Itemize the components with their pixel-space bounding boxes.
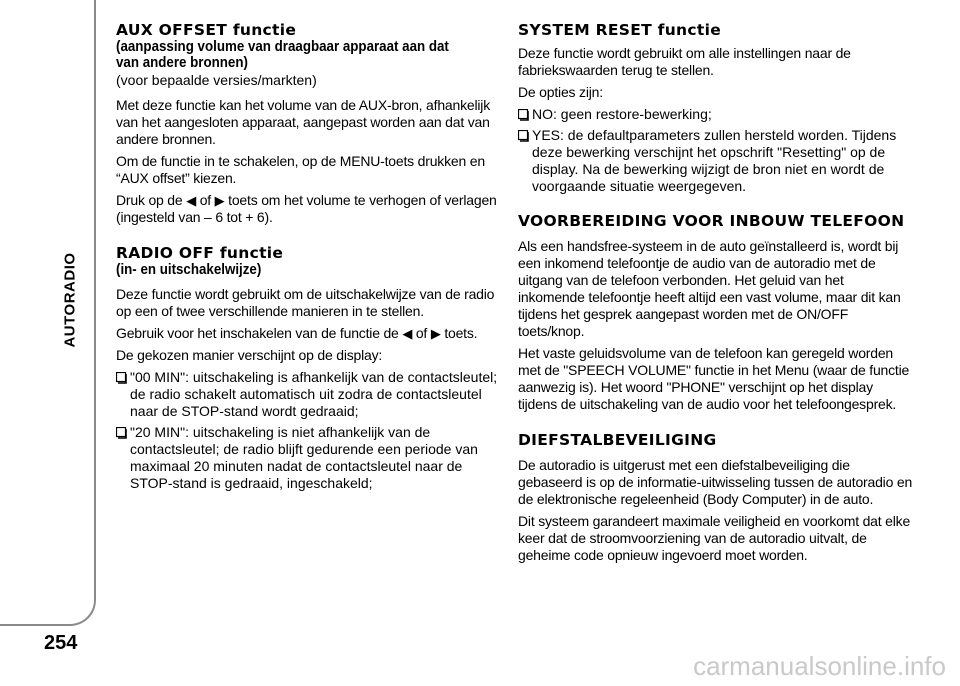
aux-offset-paragraph: Om de functie in te schakelen, op de MENU-toets drukken en “AUX offset” kiezen. [116, 153, 485, 186]
aux-offset-subtitle: (aanpassing volume van draagbaar apparaat aan dat van andere bronnen) [116, 39, 449, 71]
left-arrow-icon: ◀ [186, 193, 196, 208]
theft-protection-paragraph: Dit systeem garandeert maximale veiligheid en voorkomt dat elke keer dat de stroomvoorziening van de autoradio uitvalt, de geheime code opnieuw ingevoerd moet worden. [518, 513, 911, 563]
text-fragment: Gebruik voor het inschakelen van de functie de [116, 325, 403, 341]
list-item [116, 424, 504, 492]
right-arrow-icon: ▶ [430, 326, 441, 341]
system-reset-paragraph: Deze functie wordt gebruikt om alle instellingen naar de fabriekswaarden terug te stellen. [518, 45, 851, 78]
text-fragment: of [196, 192, 215, 208]
list-item-text: NO: geen restore-bewerking; [532, 106, 712, 122]
theft-protection-heading: DIEFSTALBEVEILIGING [518, 431, 717, 449]
checkbox-icon [116, 427, 128, 439]
left-column [116, 22, 504, 496]
system-reset-heading: SYSTEM RESET functie [518, 21, 722, 39]
right-column [518, 22, 914, 569]
sidebar [0, 0, 100, 686]
list-item-text: YES: de defaultparameters zullen hersteld worden. Tijdens deze bewerking verschijnt het opschrift "Resetting" op de display. Na de bewerking wijzigt de bron niet en wordt de voorgaande situatie weergegeven. [532, 127, 897, 194]
list-item-text: "00 MIN": uitschakeling is afhankelijk van de contactsleutel; de radio schakelt automatisch uit zodra de contactsleutel naar de STOP-stand wordt gedraaid; [130, 369, 498, 419]
phone-heading: VOORBEREIDING VOOR INBOUW TELEFOON [518, 212, 905, 230]
radio-off-subtitle: (in- en uitschakelwijze) [116, 262, 262, 278]
sidebar-rail [0, 0, 96, 626]
text-fragment: Druk op de [116, 192, 187, 208]
text-fragment: of [412, 325, 431, 341]
phone-paragraph: Als een handsfree-systeem in de auto geïnstalleerd is, wordt bij een inkomend telefoontje de audio van de autoradio met de uitgang van de telefoon verbonden. Het geluid van het inkomende telefoontje heeft altijd een vast volume, maar dit kan tijdens het gesprek aangepast worden met de ON/OFF toets/knop. [518, 238, 901, 339]
system-reset-paragraph: De opties zijn: [518, 84, 603, 100]
list-item [116, 369, 504, 420]
watermark: carmanualsonline.info [693, 651, 946, 681]
checkbox-icon [116, 372, 128, 384]
radio-off-paragraph: Deze functie wordt gebruikt om de uitschakelwijze van de radio op een of twee verschillende manieren in te stellen. [116, 286, 495, 319]
aux-offset-paragraph [116, 192, 504, 226]
list-item [518, 127, 914, 195]
radio-off-paragraph [116, 325, 504, 342]
radio-off-paragraph: De gekozen manier verschijnt op de display: [116, 347, 383, 363]
aux-offset-note: (voor bepaalde versies/markten) [116, 72, 317, 88]
list-item [518, 106, 914, 123]
right-arrow-icon: ▶ [214, 193, 225, 208]
theft-protection-paragraph: De autoradio is uitgerust met een diefstalbeveiliging die gebaseerd is op de informatie-uitwisseling tussen de autoradio en de elektronische regeleenheid (Body Computer) in de auto. [518, 457, 913, 507]
page-number: 254 [44, 632, 78, 654]
left-arrow-icon: ◀ [402, 326, 413, 341]
radio-off-heading: RADIO OFF functie [116, 244, 284, 262]
phone-paragraph: Het vaste geluidsvolume van de telefoon kan geregeld worden met de "SPEECH VOLUME" functie in het Menu (waar de functie aanwezig is). Het woord "PHONE" verschijnt op het display tijdens de uitschakeling van de audio voor het telefoongesprek. [518, 345, 910, 412]
list-item-text: "20 MIN": uitschakeling is niet afhankelijk van de contactsleutel; de radio blijft gedurende een periode van maximaal 20 minuten nadat de contactsleutel naar de STOP-stand is gedraaid, ingeschakeld; [130, 424, 478, 491]
section-label: AUTORADIO [61, 252, 79, 348]
checkbox-icon [518, 130, 530, 142]
aux-offset-paragraph: Met deze functie kan het volume van de AUX-bron, afhankelijk van het aangesloten apparaat, aangepast worden aan dat van andere bronnen. [116, 97, 490, 147]
aux-offset-heading: AUX OFFSET functie [116, 21, 297, 39]
text-fragment: toets om het volume te verhogen of verlagen (ingesteld van – 6 tot + 6). [116, 192, 497, 225]
checkbox-icon [518, 109, 530, 121]
text-fragment: toets. [440, 325, 478, 341]
